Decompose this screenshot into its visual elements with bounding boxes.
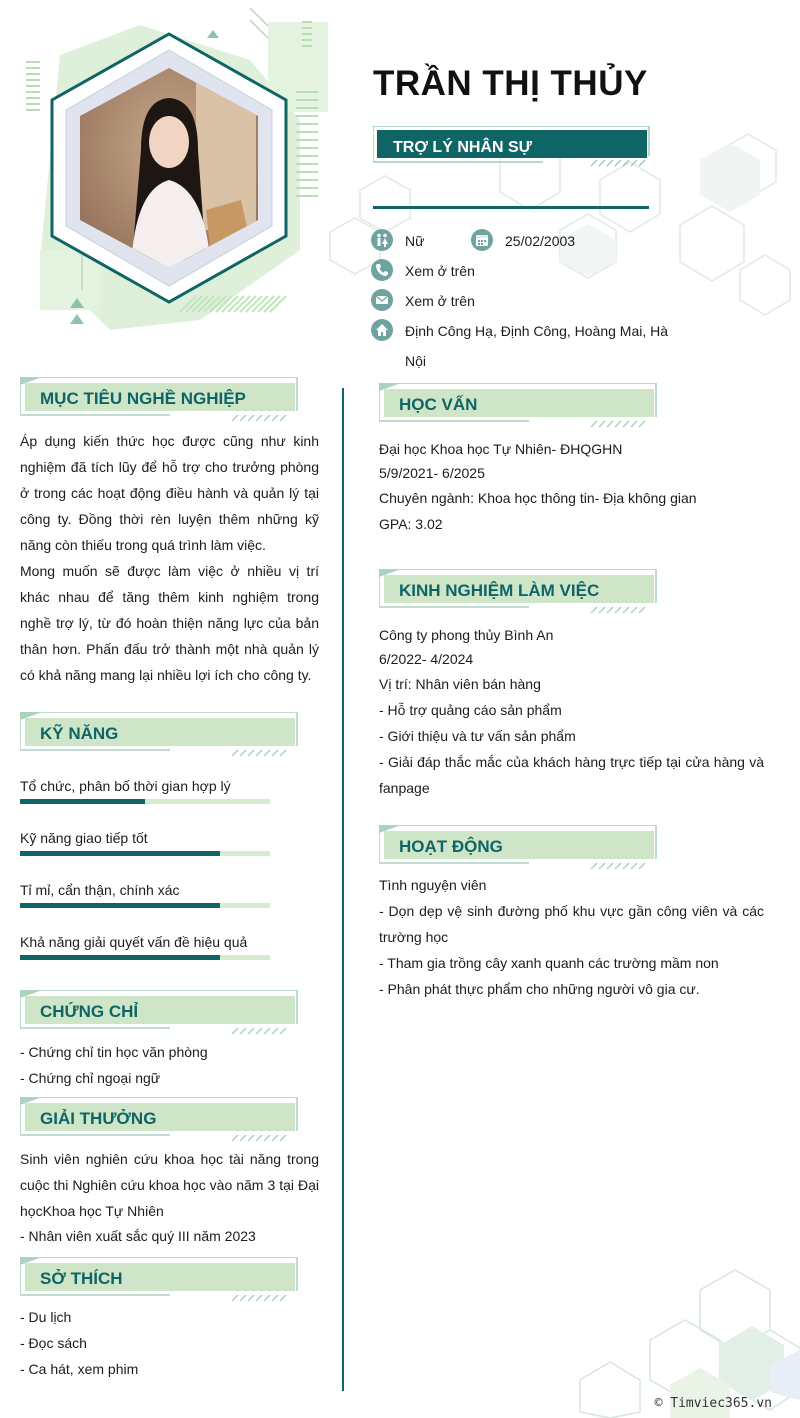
hobby-item: - Ca hát, xem phim: [20, 1361, 139, 1377]
education-line: 5/9/2021- 6/2025: [379, 465, 485, 481]
section-header-certificates: [20, 990, 302, 1036]
activity-line: - Phân phát thực phẩm cho những người vô gia cư.: [379, 981, 700, 997]
section-header-education: [379, 383, 661, 429]
experience-line: - Giới thiệu và tư vấn sản phẩm: [379, 728, 576, 744]
certificate-item: - Chứng chỉ ngoại ngữ: [20, 1070, 161, 1086]
job-title-banner: [373, 126, 653, 168]
skill-name: Kỹ năng giao tiếp tốt: [20, 830, 148, 846]
skill-bar-fill: [20, 799, 145, 804]
hobby-item: - Du lịch: [20, 1309, 72, 1325]
section-header-awards: [20, 1097, 302, 1143]
skill-bar-fill: [20, 851, 220, 856]
section-title: HỌC VẤN: [399, 395, 478, 414]
objective-paragraph-2: Mong muốn sẽ được làm việc ở nhiều vị trí khác nhau để tăng thêm kinh nghiệm trong nghề trợ lý, từ đó hoàn thiện năng lực của bản thân hơn. Phấn đấu trở thành một nhà quản lý có khả năng mang lại nhiều lợi ích cho công ty.: [20, 563, 319, 683]
avatar: [46, 30, 292, 306]
gender-icon: [371, 229, 393, 251]
section-title: MỤC TIÊU NGHỀ NGHIỆP: [40, 389, 246, 408]
section-header-skills: [20, 712, 302, 758]
footer-watermark: © Timviec365.vn: [654, 1396, 772, 1411]
award-item: - Nhân viên xuất sắc quý III năm 2023: [20, 1228, 256, 1244]
section-title: KỸ NĂNG: [40, 724, 119, 743]
activity-line: Tình nguyện viên: [379, 877, 487, 893]
skill-bar-fill: [20, 903, 220, 908]
skill-name: Tổ chức, phân bố thời gian hợp lý: [20, 778, 231, 794]
education-line: GPA: 3.02: [379, 516, 443, 532]
section-title: CHỨNG CHỈ: [40, 1002, 139, 1021]
experience-line: Vị trí: Nhân viên bán hàng: [379, 676, 541, 692]
skill-name: Tỉ mỉ, cẩn thận, chính xác: [20, 882, 180, 898]
experience-line: - Hỗ trợ quảng cáo sản phẩm: [379, 702, 562, 718]
section-title: HOẠT ĐỘNG: [399, 837, 503, 856]
section-header-experience: [379, 569, 661, 615]
home-icon: [371, 319, 393, 341]
address-line-1: Định Công Hạ, Định Công, Hoàng Mai, Hà: [405, 323, 669, 339]
objective-paragraph-1: Áp dụng kiến thức học được cũng như kinh nghiệm đã tích lũy để hỗ trợ cho trưởng phòng ở trong các hoạt động điều hành và quản lý tại công ty. Đồng thời rèn luyện thêm những kỹ năng còn thiếu trong quá trình làm việc.: [20, 433, 319, 553]
gender: Nữ: [405, 233, 425, 249]
skill-name: Khả năng giải quyết vấn đề hiệu quả: [20, 934, 248, 950]
calendar-icon: [471, 229, 493, 251]
address-line-2: Nội: [405, 353, 427, 369]
section-header-objective: [20, 377, 302, 423]
envelope-icon: [371, 289, 393, 311]
section-title: GIẢI THƯỞNG: [40, 1109, 157, 1128]
section-title: KINH NGHIỆM LÀM VIỆC: [399, 581, 600, 600]
education-line: Đại học Khoa học Tự Nhiên- ĐHQGHN: [379, 441, 623, 457]
section-title: SỞ THÍCH: [40, 1269, 123, 1288]
skill-bar: [20, 851, 270, 856]
hobby-item: - Đọc sách: [20, 1335, 87, 1351]
column-divider: [342, 388, 344, 1391]
section-header-hobbies: [20, 1257, 302, 1303]
experience-line: 6/2022- 4/2024: [379, 651, 474, 667]
phone-icon: [371, 259, 393, 281]
skill-bar: [20, 799, 270, 804]
activity-line: - Tham gia trồng cây xanh quanh các trường mầm non: [379, 955, 719, 971]
certificate-item: - Chứng chỉ tin học văn phòng: [20, 1044, 208, 1060]
education-line: Chuyên ngành: Khoa học thông tin- Địa không gian: [379, 490, 697, 506]
activity-line: - Dọn dẹp vệ sinh đường phố khu vực gần công viên và các trường học: [379, 903, 764, 945]
experience-line: - Giải đáp thắc mắc của khách hàng trực tiếp tại cửa hàng và fanpage: [379, 754, 764, 796]
email: Xem ở trên: [405, 293, 475, 309]
section-header-activities: [379, 825, 661, 871]
date-of-birth: 25/02/2003: [505, 233, 576, 249]
full-name: TRẦN THỊ THỦY: [373, 64, 648, 103]
skill-bar-fill: [20, 955, 220, 960]
job-title: TRỢ LÝ NHÂN SỰ: [393, 139, 532, 156]
experience-line: Công ty phong thủy Bình An: [379, 627, 554, 643]
skill-bar: [20, 903, 270, 908]
award-paragraph: Sinh viên nghiên cứu khoa học tài năng trong cuộc thi Nghiên cứu khoa học vào năm 3 tại Đại họcKhoa học Tự Nhiên: [20, 1151, 319, 1219]
phone: Xem ở trên: [405, 263, 475, 279]
header-divider: [373, 206, 649, 209]
skill-bar: [20, 955, 270, 960]
